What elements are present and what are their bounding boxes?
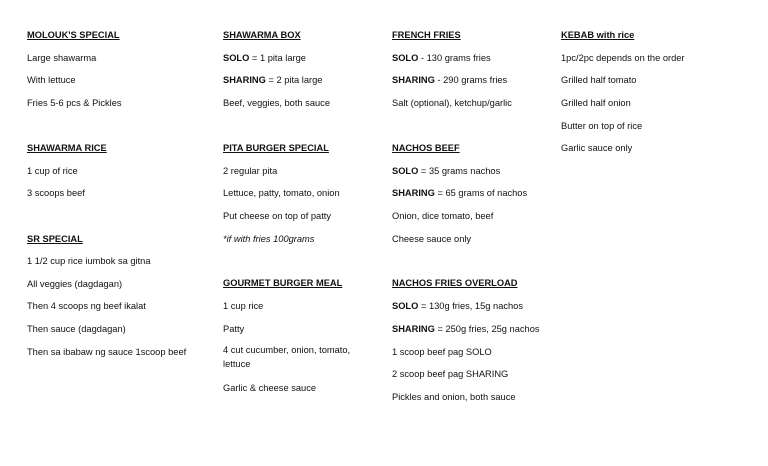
- section-heading: NACHOS FRIES OVERLOAD: [392, 278, 518, 288]
- portion-label: SOLO: [392, 166, 419, 176]
- instruction-line: 1 scoop beef pag SOLO: [392, 347, 492, 357]
- portion-label: SOLO: [392, 53, 419, 63]
- portion-label: SHARING: [392, 188, 435, 198]
- note-line: *if with fries 100grams: [223, 234, 315, 244]
- portion-detail: - 130 grams fries: [418, 53, 491, 63]
- portion-detail: = 130g fries, 15g nachos: [418, 301, 524, 311]
- instruction-line: Cheese sauce only: [392, 234, 472, 244]
- portion-line: [392, 187, 527, 199]
- portion-detail: = 1 pita large: [249, 53, 306, 63]
- portion-label: SHARING: [392, 324, 435, 334]
- portion-detail: - 290 grams fries: [434, 75, 508, 85]
- section-heading: KEBAB with rice: [561, 30, 635, 40]
- instruction-line: Salt (optional), ketchup/garlic: [392, 98, 512, 108]
- instruction-line: Onion, dice tomato, beef: [392, 211, 494, 221]
- portion-line: [223, 74, 322, 86]
- section-heading: MOLOUK'S SPECIAL: [27, 30, 120, 40]
- instruction-line: Beef, veggies, both sauce: [223, 98, 330, 108]
- instruction-line: Grilled half tomato: [561, 75, 637, 85]
- portion-detail: = 65 grams of nachos: [434, 188, 528, 198]
- portion-line: [392, 300, 523, 312]
- instruction-line: Grilled half onion: [561, 98, 631, 108]
- instruction-line: 1 1/2 cup rice iumbok sa gitna: [27, 256, 151, 266]
- portion-detail: = 2 pita large: [265, 75, 323, 85]
- instruction-line: 2 scoop beef pag SHARING: [392, 369, 509, 379]
- instruction-line: Fries 5-6 pcs & Pickles: [27, 98, 122, 108]
- instruction-line: Pickles and onion, both sauce: [392, 392, 516, 402]
- portion-line: [223, 52, 306, 64]
- instruction-line: Then sauce (dagdagan): [27, 324, 126, 334]
- section-heading: FRENCH FRIES: [392, 30, 461, 40]
- section-heading: SHAWARMA RICE: [27, 143, 107, 153]
- instruction-line: 1pc/2pc depends on the order: [561, 53, 685, 63]
- instruction-line: Garlic sauce only: [561, 143, 633, 153]
- instruction-line: Then 4 scoops ng beef ikalat: [27, 301, 146, 311]
- instruction-line: Lettuce, patty, tomato, onion: [223, 188, 340, 198]
- portion-line: [392, 74, 507, 86]
- instruction-line: All veggies (dagdagan): [27, 279, 123, 289]
- instruction-line: 2 regular pita: [223, 166, 278, 176]
- instruction-line: 1 cup rice: [223, 301, 264, 311]
- portion-detail: = 35 grams nachos: [418, 166, 501, 176]
- instruction-line: With lettuce: [27, 75, 76, 85]
- instruction-line: 4 cut cucumber, onion, tomato, lettuce: [223, 345, 351, 369]
- portion-label: SHARING: [392, 75, 435, 85]
- section-heading: NACHOS BEEF: [392, 143, 460, 153]
- instruction-line: Patty: [223, 324, 245, 334]
- section-heading: PITA BURGER SPECIAL: [223, 143, 329, 153]
- instruction-line: Put cheese on top of patty: [223, 211, 332, 221]
- portion-label: SHARING: [223, 75, 266, 85]
- portion-label: SOLO: [392, 301, 419, 311]
- instruction-line: Large shawarma: [27, 53, 97, 63]
- portion-line: [392, 323, 540, 335]
- instruction-line: Garlic & cheese sauce: [223, 383, 317, 393]
- section-heading: SR SPECIAL: [27, 234, 83, 244]
- instruction-line: 3 scoops beef: [27, 188, 85, 198]
- section-heading: GOURMET BURGER MEAL: [223, 278, 343, 288]
- portion-line: [392, 52, 491, 64]
- portion-label: SOLO: [223, 53, 250, 63]
- portion-line: [392, 165, 500, 177]
- instruction-line: Butter on top of rice: [561, 121, 643, 131]
- instruction-line: 1 cup of rice: [27, 166, 78, 176]
- instruction-line: Then sa ibabaw ng sauce 1scoop beef: [27, 347, 187, 357]
- section-heading: SHAWARMA BOX: [223, 30, 301, 40]
- portion-detail: = 250g fries, 25g nachos: [434, 324, 540, 334]
